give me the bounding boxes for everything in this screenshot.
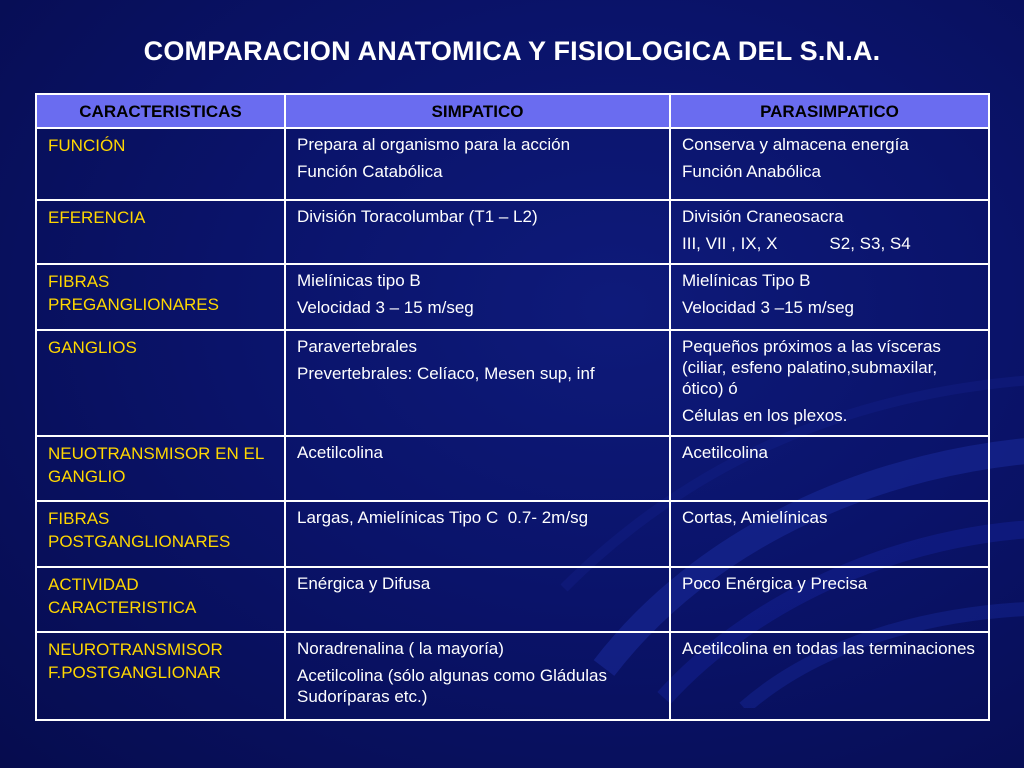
row-label: FIBRAS PREGANGLIONARES xyxy=(36,264,285,330)
cell-line: Células en los plexos. xyxy=(682,405,848,425)
simpatico-cell xyxy=(285,200,670,265)
row-label: GANGLIOS xyxy=(36,330,285,436)
sacral-segments-text: S2, S3, S4 xyxy=(829,233,911,253)
simpatico-cell xyxy=(285,330,670,436)
simpatico-cell xyxy=(285,501,670,567)
comparison-table xyxy=(35,93,990,721)
simpatico-cell xyxy=(285,567,670,633)
cell-line: Poco Enérgica y Precisa xyxy=(682,573,868,593)
cell-line: Prevertebrales: Celíaco, Mesen sup, inf xyxy=(297,363,595,383)
row-label: NEUROTRANSMISOR F.POSTGANGLIONAR xyxy=(36,632,285,720)
parasimpatico-cell xyxy=(670,436,989,502)
simpatico-cell xyxy=(285,632,670,720)
row-label: FIBRAS POSTGANGLIONARES xyxy=(36,501,285,567)
cell-line: Velocidad 3 – 15 m/seg xyxy=(297,298,474,318)
cell-line: Función Anabólica xyxy=(682,162,821,181)
cell-line: Prepara al organismo para la acción xyxy=(297,135,571,154)
header-simpatico: SIMPATICO xyxy=(285,94,670,128)
cell-line: Acetilcolina en todas las terminaciones xyxy=(682,639,975,659)
row-label: NEUOTRANSMISOR EN EL GANGLIO xyxy=(36,436,285,502)
table-row-ganglios xyxy=(36,330,989,436)
parasimpatico-cell xyxy=(670,264,989,330)
cell-line: Acetilcolina xyxy=(297,442,383,462)
parasimpatico-cell xyxy=(670,330,989,436)
cell-line: Mielínicas tipo B xyxy=(297,271,421,291)
comparison-table-container xyxy=(35,93,988,721)
simpatico-cell xyxy=(285,128,670,200)
table-row-neurotransmisor-ganglio xyxy=(36,436,989,502)
table-row-fibras-preganglionares xyxy=(36,264,989,330)
parasimpatico-cell xyxy=(670,200,989,265)
cell-line: Cortas, Amielínicas xyxy=(682,508,828,528)
parasimpatico-cell xyxy=(670,632,989,720)
cell-line: Velocidad 3 –15 m/seg xyxy=(682,298,855,318)
cell-line: Conserva y almacena energía xyxy=(682,135,909,154)
simpatico-cell xyxy=(285,264,670,330)
table-row-actividad-caracteristica xyxy=(36,567,989,633)
cranial-nerves-text: III, VII , IX, X xyxy=(682,233,778,253)
cell-line: División Craneosacra xyxy=(682,206,844,226)
row-label: ACTIVIDAD CARACTERISTICA xyxy=(36,567,285,633)
cell-line: Mielínicas Tipo B xyxy=(682,271,811,291)
cell-line: Pequeños próximos a las vísceras (ciliar, esfeno palatino,submaxilar, ótico) ó xyxy=(682,336,941,398)
row-label: EFERENCIA xyxy=(36,200,285,265)
table-row-neurotransmisor-postganglionar xyxy=(36,632,989,720)
header-caracteristicas: CARACTERISTICAS xyxy=(36,94,285,128)
slide-title: COMPARACION ANATOMICA Y FISIOLOGICA DEL S.N.A. xyxy=(143,36,881,66)
cell-line: División Toracolumbar (T1 – L2) xyxy=(297,206,538,226)
cell-line: Función Catabólica xyxy=(297,162,443,181)
cell-line: Paravertebrales xyxy=(297,336,418,356)
simpatico-cell xyxy=(285,436,670,502)
table-row-funcion xyxy=(36,128,989,200)
table-row-fibras-postganglionares xyxy=(36,501,989,567)
table-row-eferencia xyxy=(36,200,989,265)
row-label: FUNCIÓN xyxy=(36,128,285,200)
parasimpatico-cell xyxy=(670,501,989,567)
header-parasimpatico: PARASIMPATICO xyxy=(670,94,989,128)
cell-line: Acetilcolina xyxy=(682,442,768,462)
cell-line: Acetilcolina (sólo algunas como Gládulas Sudoríparas etc.) xyxy=(297,666,607,707)
cell-line: Largas, Amielínicas Tipo C 0.7- 2m/sg xyxy=(297,508,589,528)
parasimpatico-cell xyxy=(670,128,989,200)
table-header-row xyxy=(36,94,989,128)
cell-line: Noradrenalina ( la mayoría) xyxy=(297,639,504,659)
cell-line: Enérgica y Difusa xyxy=(297,573,431,593)
parasimpatico-cell xyxy=(670,567,989,633)
cell-line-pair xyxy=(682,233,978,254)
